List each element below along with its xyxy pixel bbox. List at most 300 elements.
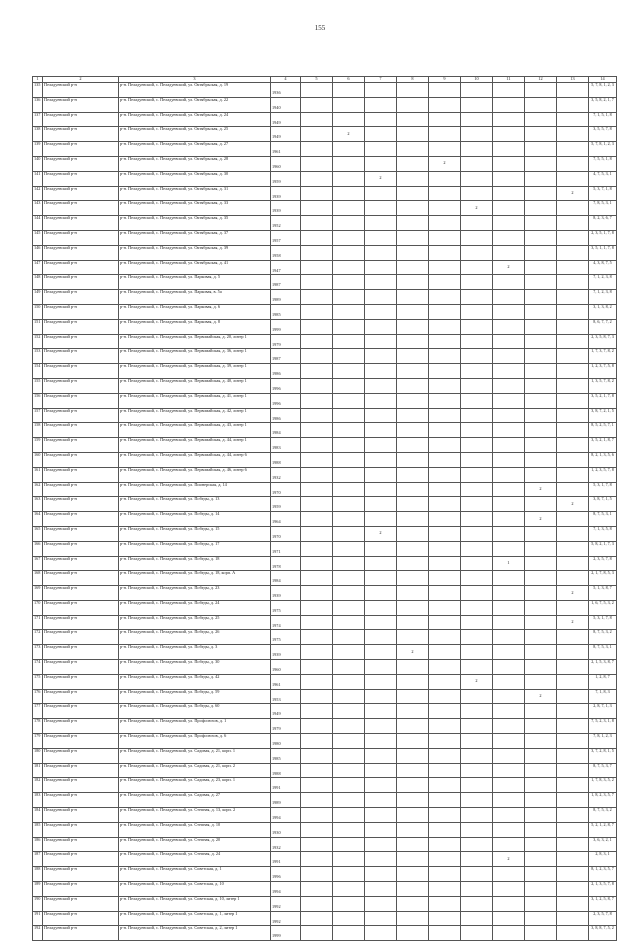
year-cell: 1979 (271, 719, 301, 734)
address-cell: р-н. Пеладуевский, с. Пеладуевский, ул. Октябрьская, д. 35 (119, 216, 271, 231)
year-cell: 1939 (271, 186, 301, 201)
mark-cell-col-11 (493, 630, 525, 645)
mark-cell-col-6 (333, 896, 365, 911)
address-cell: р-н. Пеладуевский, с. Пеладуевский, ул. Победы, д. 25 (119, 615, 271, 630)
mark-cell-col-8 (397, 837, 429, 852)
mark-cell-col-7 (365, 482, 397, 497)
mark-cell-col-5 (301, 571, 333, 586)
mark-cell-col-5 (301, 734, 333, 749)
district-cell: Пеладуевский р-н (43, 497, 119, 512)
district-cell: Пеладуевский р-н (43, 630, 119, 645)
district-cell: Пеладуевский р-н (43, 689, 119, 704)
mark-cell-col-13 (557, 926, 589, 941)
mark-cell-col-7 (365, 852, 397, 867)
mark-cell-col-6 (333, 290, 365, 305)
mark-cell-col-5 (301, 763, 333, 778)
row-number: 144 (33, 216, 43, 231)
mark-cell-col-6: 2 (333, 127, 365, 142)
mark-cell-col-5 (301, 275, 333, 290)
mark-cell-col-13 (557, 526, 589, 541)
mark-cell-col-7 (365, 275, 397, 290)
table-row (33, 393, 617, 408)
mark-cell-col-12 (525, 378, 557, 393)
address-cell: р-н. Пеладуевский, с. Пеладуевский, ул. Октябрьская, д. 30 (119, 171, 271, 186)
mark-cell-col-10 (461, 660, 493, 675)
mark-cell-col-8 (397, 822, 429, 837)
mark-cell-col-6 (333, 615, 365, 630)
mark-cell-col-5 (301, 112, 333, 127)
mark-cell-col-7 (365, 438, 397, 453)
address-cell: р-н. Пеладуевский, с. Пеладуевский, ул. Первомайская, д. 43, литер 1 (119, 423, 271, 438)
district-cell: Пеладуевский р-н (43, 748, 119, 763)
mark-cell-col-6 (333, 186, 365, 201)
district-cell: Пеладуевский р-н (43, 852, 119, 867)
mark-cell-col-12 (525, 630, 557, 645)
mark-cell-col-12 (525, 156, 557, 171)
mark-cell-col-7 (365, 512, 397, 527)
year-cell: 1947 (271, 260, 301, 275)
mark-cell-col-6 (333, 438, 365, 453)
mark-cell-col-13 (557, 571, 589, 586)
mark-cell-col-9 (429, 497, 461, 512)
address-cell: р-н. Пеладуевский, с. Пеладуевский, ул. Октябрьская, д. 33 (119, 201, 271, 216)
mark-cell-col-12 (525, 556, 557, 571)
district-cell: Пеладуевский р-н (43, 896, 119, 911)
mark-cell-col-11 (493, 867, 525, 882)
mark-cell-col-10 (461, 526, 493, 541)
mark-cell-col-13 (557, 556, 589, 571)
mark-cell-col-12 (525, 275, 557, 290)
address-cell: р-н. Пеладуевский, с. Пеладуевский, ул. Победы, д. 18, корп. А (119, 571, 271, 586)
mark-cell-col-9 (429, 142, 461, 157)
table-row (33, 319, 617, 334)
mark-cell-col-5 (301, 349, 333, 364)
year-cell: 1984 (271, 423, 301, 438)
mark-cell-col-5 (301, 600, 333, 615)
mark-cell-col-6 (333, 822, 365, 837)
address-cell: р-н. Пеладуевский, с. Пеладуевский, ул. Победы, д. 18 (119, 556, 271, 571)
mark-cell-col-5 (301, 822, 333, 837)
mark-cell-col-9 (429, 571, 461, 586)
year-cell: 1939 (271, 586, 301, 601)
mark-cell-col-13 (557, 216, 589, 231)
row-number: 182 (33, 778, 43, 793)
code-cell: 8, 6, 7, 7, 2 (589, 319, 617, 334)
row-number: 186 (33, 837, 43, 852)
mark-cell-col-10 (461, 97, 493, 112)
year-cell: 1978 (271, 556, 301, 571)
mark-cell-col-10 (461, 452, 493, 467)
mark-cell-col-10 (461, 467, 493, 482)
mark-cell-col-6 (333, 319, 365, 334)
mark-cell-col-13 (557, 260, 589, 275)
mark-cell-col-13: 2 (557, 497, 589, 512)
district-cell: Пеладуевский р-н (43, 438, 119, 453)
table-row (33, 556, 617, 571)
year-cell: 1960 (271, 156, 301, 171)
mark-cell-col-5 (301, 467, 333, 482)
year-cell: 1932 (271, 837, 301, 852)
mark-cell-col-13 (557, 689, 589, 704)
table-row (33, 334, 617, 349)
code-cell: 3, 5, 5, 7, 8 (589, 127, 617, 142)
district-cell: Пеладуевский р-н (43, 467, 119, 482)
table-row (33, 83, 617, 98)
mark-cell-col-7 (365, 230, 397, 245)
mark-cell-col-5 (301, 793, 333, 808)
year-cell: 1996 (271, 867, 301, 882)
mark-cell-col-10 (461, 719, 493, 734)
mark-cell-col-10 (461, 852, 493, 867)
mark-cell-col-6 (333, 156, 365, 171)
mark-cell-col-13 (557, 778, 589, 793)
mark-cell-col-13: 2 (557, 586, 589, 601)
district-cell: Пеладуевский р-н (43, 763, 119, 778)
mark-cell-col-8 (397, 497, 429, 512)
mark-cell-col-12 (525, 83, 557, 98)
mark-cell-col-5 (301, 186, 333, 201)
mark-cell-col-6 (333, 201, 365, 216)
mark-cell-col-7 (365, 97, 397, 112)
code-cell: 1, 6, 7, 5, 3, 2 (589, 600, 617, 615)
mark-cell-col-9 (429, 408, 461, 423)
address-cell: р-н. Пеладуевский, с. Пеладуевский, ул. Октябрьская, д. 24 (119, 112, 271, 127)
district-cell: Пеладуевский р-н (43, 260, 119, 275)
mark-cell-col-8 (397, 526, 429, 541)
mark-cell-col-10 (461, 571, 493, 586)
year-cell: 1961 (271, 674, 301, 689)
mark-cell-col-13 (557, 349, 589, 364)
mark-cell-col-13 (557, 748, 589, 763)
mark-cell-col-9 (429, 615, 461, 630)
mark-cell-col-5 (301, 290, 333, 305)
mark-cell-col-12 (525, 734, 557, 749)
mark-cell-col-7 (365, 882, 397, 897)
row-number: 141 (33, 171, 43, 186)
code-cell: 4, 3, 8, 7, 5 (589, 260, 617, 275)
table-row (33, 852, 617, 867)
table-row (33, 704, 617, 719)
mark-cell-col-12 (525, 171, 557, 186)
mark-cell-col-9 (429, 630, 461, 645)
mark-cell-col-7 (365, 423, 397, 438)
mark-cell-col-9 (429, 793, 461, 808)
mark-cell-col-10 (461, 482, 493, 497)
row-number: 142 (33, 186, 43, 201)
mark-cell-col-10 (461, 364, 493, 379)
code-cell: 1, 3, 5, 7, 8, 2 (589, 378, 617, 393)
mark-cell-col-5 (301, 660, 333, 675)
mark-cell-col-13 (557, 364, 589, 379)
mark-cell-col-9 (429, 808, 461, 823)
table-row (33, 822, 617, 837)
table-row (33, 600, 617, 615)
code-cell: 5, 3, 1, 7, 8 (589, 482, 617, 497)
year-cell: 1989 (271, 793, 301, 808)
mark-cell-col-7 (365, 615, 397, 630)
mark-cell-col-11 (493, 186, 525, 201)
row-number: 159 (33, 438, 43, 453)
mark-cell-col-7 (365, 837, 397, 852)
district-cell: Пеладуевский р-н (43, 216, 119, 231)
mark-cell-col-10 (461, 734, 493, 749)
year-cell: 1986 (271, 408, 301, 423)
district-cell: Пеладуевский р-н (43, 290, 119, 305)
code-cell: 5, 7, 8, 1, 2, 3 (589, 142, 617, 157)
mark-cell-col-5 (301, 334, 333, 349)
mark-cell-col-5 (301, 630, 333, 645)
mark-cell-col-6 (333, 112, 365, 127)
table-row (33, 171, 617, 186)
mark-cell-col-13 (557, 230, 589, 245)
mark-cell-col-9 (429, 837, 461, 852)
mark-cell-col-10 (461, 896, 493, 911)
mark-cell-col-13 (557, 852, 589, 867)
mark-cell-col-8 (397, 127, 429, 142)
mark-cell-col-11 (493, 378, 525, 393)
mark-cell-col-6 (333, 467, 365, 482)
mark-cell-col-8 (397, 186, 429, 201)
year-cell: 1958 (271, 245, 301, 260)
mark-cell-col-5 (301, 245, 333, 260)
mark-cell-col-5 (301, 304, 333, 319)
mark-cell-col-13 (557, 290, 589, 305)
mark-cell-col-9 (429, 586, 461, 601)
mark-cell-col-13 (557, 171, 589, 186)
mark-cell-col-11 (493, 822, 525, 837)
district-cell: Пеладуевский р-н (43, 364, 119, 379)
mark-cell-col-7 (365, 245, 397, 260)
mark-cell-col-7 (365, 408, 397, 423)
row-number: 161 (33, 467, 43, 482)
year-cell: 1953 (271, 689, 301, 704)
mark-cell-col-8 (397, 734, 429, 749)
address-cell: р-н. Пеладуевский, с. Пеладуевский, ул. Садовая, д. 21, корп. 2 (119, 763, 271, 778)
mark-cell-col-12 (525, 674, 557, 689)
column-header-9: 9 (429, 77, 461, 83)
mark-cell-col-7 (365, 571, 397, 586)
code-cell: 5, 1, 3, 8, 7 (589, 586, 617, 601)
mark-cell-col-12 (525, 438, 557, 453)
mark-cell-col-8 (397, 541, 429, 556)
mark-cell-col-10 (461, 378, 493, 393)
row-number: 187 (33, 852, 43, 867)
table-row (33, 541, 617, 556)
district-cell: Пеладуевский р-н (43, 156, 119, 171)
district-cell: Пеладуевский р-н (43, 112, 119, 127)
mark-cell-col-8 (397, 911, 429, 926)
row-number: 183 (33, 793, 43, 808)
mark-cell-col-8 (397, 334, 429, 349)
mark-cell-col-7 (365, 822, 397, 837)
mark-cell-col-11 (493, 438, 525, 453)
year-cell: 1999 (271, 319, 301, 334)
year-cell: 1992 (271, 911, 301, 926)
table-row (33, 630, 617, 645)
mark-cell-col-11 (493, 216, 525, 231)
mark-cell-col-11 (493, 808, 525, 823)
mark-cell-col-12 (525, 260, 557, 275)
mark-cell-col-8 (397, 452, 429, 467)
mark-cell-col-10 (461, 393, 493, 408)
address-cell: р-н. Пеладуевский, с. Пеладуевский, ул. Советская, д. 10 (119, 882, 271, 897)
year-cell: 1983 (271, 438, 301, 453)
mark-cell-col-6 (333, 837, 365, 852)
mark-cell-col-12 (525, 334, 557, 349)
mark-cell-col-13 (557, 156, 589, 171)
mark-cell-col-7: 2 (365, 171, 397, 186)
row-number: 180 (33, 748, 43, 763)
address-cell: р-н. Пеладуевский, с. Пеладуевский, ул. Пионерская, д. 14 (119, 482, 271, 497)
mark-cell-col-13 (557, 660, 589, 675)
address-cell: р-н. Пеладуевский, с. Пеладуевский, ул. Победы, д. 59 (119, 689, 271, 704)
address-cell: р-н. Пеладуевский, с. Пеладуевский, ул. Профсоюзов, д. 1 (119, 719, 271, 734)
mark-cell-col-5 (301, 541, 333, 556)
mark-cell-col-11 (493, 911, 525, 926)
row-number: 188 (33, 867, 43, 882)
code-cell: 7, 8, 1, 2, 3 (589, 734, 617, 749)
address-cell: р-н. Пеладуевский, с. Пеладуевский, ул. Победы, д. 17 (119, 541, 271, 556)
mark-cell-col-11 (493, 230, 525, 245)
district-cell: Пеладуевский р-н (43, 808, 119, 823)
district-cell: Пеладуевский р-н (43, 556, 119, 571)
mark-cell-col-6 (333, 882, 365, 897)
mark-cell-col-12 (525, 304, 557, 319)
mark-cell-col-8 (397, 156, 429, 171)
mark-cell-col-5 (301, 482, 333, 497)
address-cell: р-н. Пеладуевский, с. Пеладуевский, ул. Степная, д. 10 (119, 822, 271, 837)
mark-cell-col-8 (397, 83, 429, 98)
mark-cell-col-7 (365, 689, 397, 704)
table-row (33, 112, 617, 127)
mark-cell-col-6 (333, 452, 365, 467)
row-number: 190 (33, 896, 43, 911)
mark-cell-col-9 (429, 556, 461, 571)
row-number: 137 (33, 112, 43, 127)
table-row (33, 452, 617, 467)
mark-cell-col-11 (493, 526, 525, 541)
mark-cell-col-6 (333, 586, 365, 601)
mark-cell-col-9 (429, 719, 461, 734)
code-cell: 3, 5, 1, 1, 7, 8 (589, 245, 617, 260)
code-cell: 2, 1, 5, 3, 8, 7 (589, 660, 617, 675)
mark-cell-col-9 (429, 112, 461, 127)
mark-cell-col-6 (333, 97, 365, 112)
table-row (33, 142, 617, 157)
address-cell: р-н. Пеладуевский, с. Пеладуевский, ул. Степная, д. 24 (119, 852, 271, 867)
mark-cell-col-11: 2 (493, 260, 525, 275)
mark-cell-col-11 (493, 245, 525, 260)
mark-cell-col-8 (397, 763, 429, 778)
address-cell: р-н. Пеладуевский, с. Пеладуевский, ул. Советская, д. 1, литер 1 (119, 911, 271, 926)
mark-cell-col-11: 1 (493, 556, 525, 571)
mark-cell-col-10 (461, 689, 493, 704)
table-row (33, 793, 617, 808)
mark-cell-col-10 (461, 156, 493, 171)
mark-cell-col-7 (365, 156, 397, 171)
mark-cell-col-11 (493, 778, 525, 793)
mark-cell-col-6 (333, 645, 365, 660)
mark-cell-col-8 (397, 201, 429, 216)
mark-cell-col-10 (461, 186, 493, 201)
mark-cell-col-7 (365, 660, 397, 675)
row-number: 154 (33, 364, 43, 379)
mark-cell-col-10 (461, 245, 493, 260)
mark-cell-col-8 (397, 689, 429, 704)
mark-cell-col-10 (461, 349, 493, 364)
code-cell: 2, 1, 3, 5, 7, 8 (589, 882, 617, 897)
mark-cell-col-5 (301, 526, 333, 541)
row-number: 146 (33, 245, 43, 260)
mark-cell-col-13 (557, 704, 589, 719)
mark-cell-col-5 (301, 230, 333, 245)
mark-cell-col-5 (301, 423, 333, 438)
mark-cell-col-9 (429, 482, 461, 497)
mark-cell-col-9 (429, 393, 461, 408)
row-number: 151 (33, 319, 43, 334)
mark-cell-col-5 (301, 171, 333, 186)
year-cell: 1979 (271, 334, 301, 349)
mark-cell-col-12 (525, 201, 557, 216)
mark-cell-col-5 (301, 83, 333, 98)
table-row (33, 378, 617, 393)
table-row (33, 423, 617, 438)
year-cell: 1940 (271, 97, 301, 112)
year-cell: 1957 (271, 230, 301, 245)
mark-cell-col-12 (525, 497, 557, 512)
mark-cell-col-9 (429, 526, 461, 541)
mark-cell-col-5 (301, 615, 333, 630)
address-cell: р-н. Пеладуевский, с. Пеладуевский, ул. Степная, д. 13, корп. 2 (119, 808, 271, 823)
table-row (33, 660, 617, 675)
column-header-4: 4 (271, 77, 301, 83)
mark-cell-col-10 (461, 645, 493, 660)
mark-cell-col-13 (557, 734, 589, 749)
district-cell: Пеладуевский р-н (43, 171, 119, 186)
row-number: 189 (33, 882, 43, 897)
mark-cell-col-6 (333, 808, 365, 823)
mark-cell-col-9 (429, 674, 461, 689)
mark-cell-col-9 (429, 97, 461, 112)
mark-cell-col-9 (429, 201, 461, 216)
mark-cell-col-13 (557, 808, 589, 823)
code-cell: 2, 3, 5, 8, 7, 3 (589, 334, 617, 349)
row-number: 155 (33, 378, 43, 393)
mark-cell-col-6 (333, 778, 365, 793)
code-cell: 2, 3, 5, 7, 8 (589, 556, 617, 571)
mark-cell-col-9 (429, 127, 461, 142)
address-cell: р-н. Пеладуевский, с. Пеладуевский, ул. Первомайская, д. 42, литер 1 (119, 408, 271, 423)
mark-cell-col-5 (301, 748, 333, 763)
mark-cell-col-8 (397, 748, 429, 763)
code-cell: 7, 1, 3, 5, 8 (589, 526, 617, 541)
table-row (33, 364, 617, 379)
district-cell: Пеладуевский р-н (43, 571, 119, 586)
mark-cell-col-6 (333, 660, 365, 675)
row-number: 135 (33, 83, 43, 98)
mark-cell-col-12 (525, 704, 557, 719)
year-cell: 1964 (271, 512, 301, 527)
mark-cell-col-11 (493, 127, 525, 142)
mark-cell-col-5 (301, 156, 333, 171)
mark-cell-col-10 (461, 748, 493, 763)
mark-cell-col-11 (493, 349, 525, 364)
mark-cell-col-7 (365, 467, 397, 482)
code-cell: 8, 7, 5, 3, 1 (589, 512, 617, 527)
mark-cell-col-13 (557, 882, 589, 897)
column-header-1: 1 (33, 77, 43, 83)
table-row (33, 97, 617, 112)
